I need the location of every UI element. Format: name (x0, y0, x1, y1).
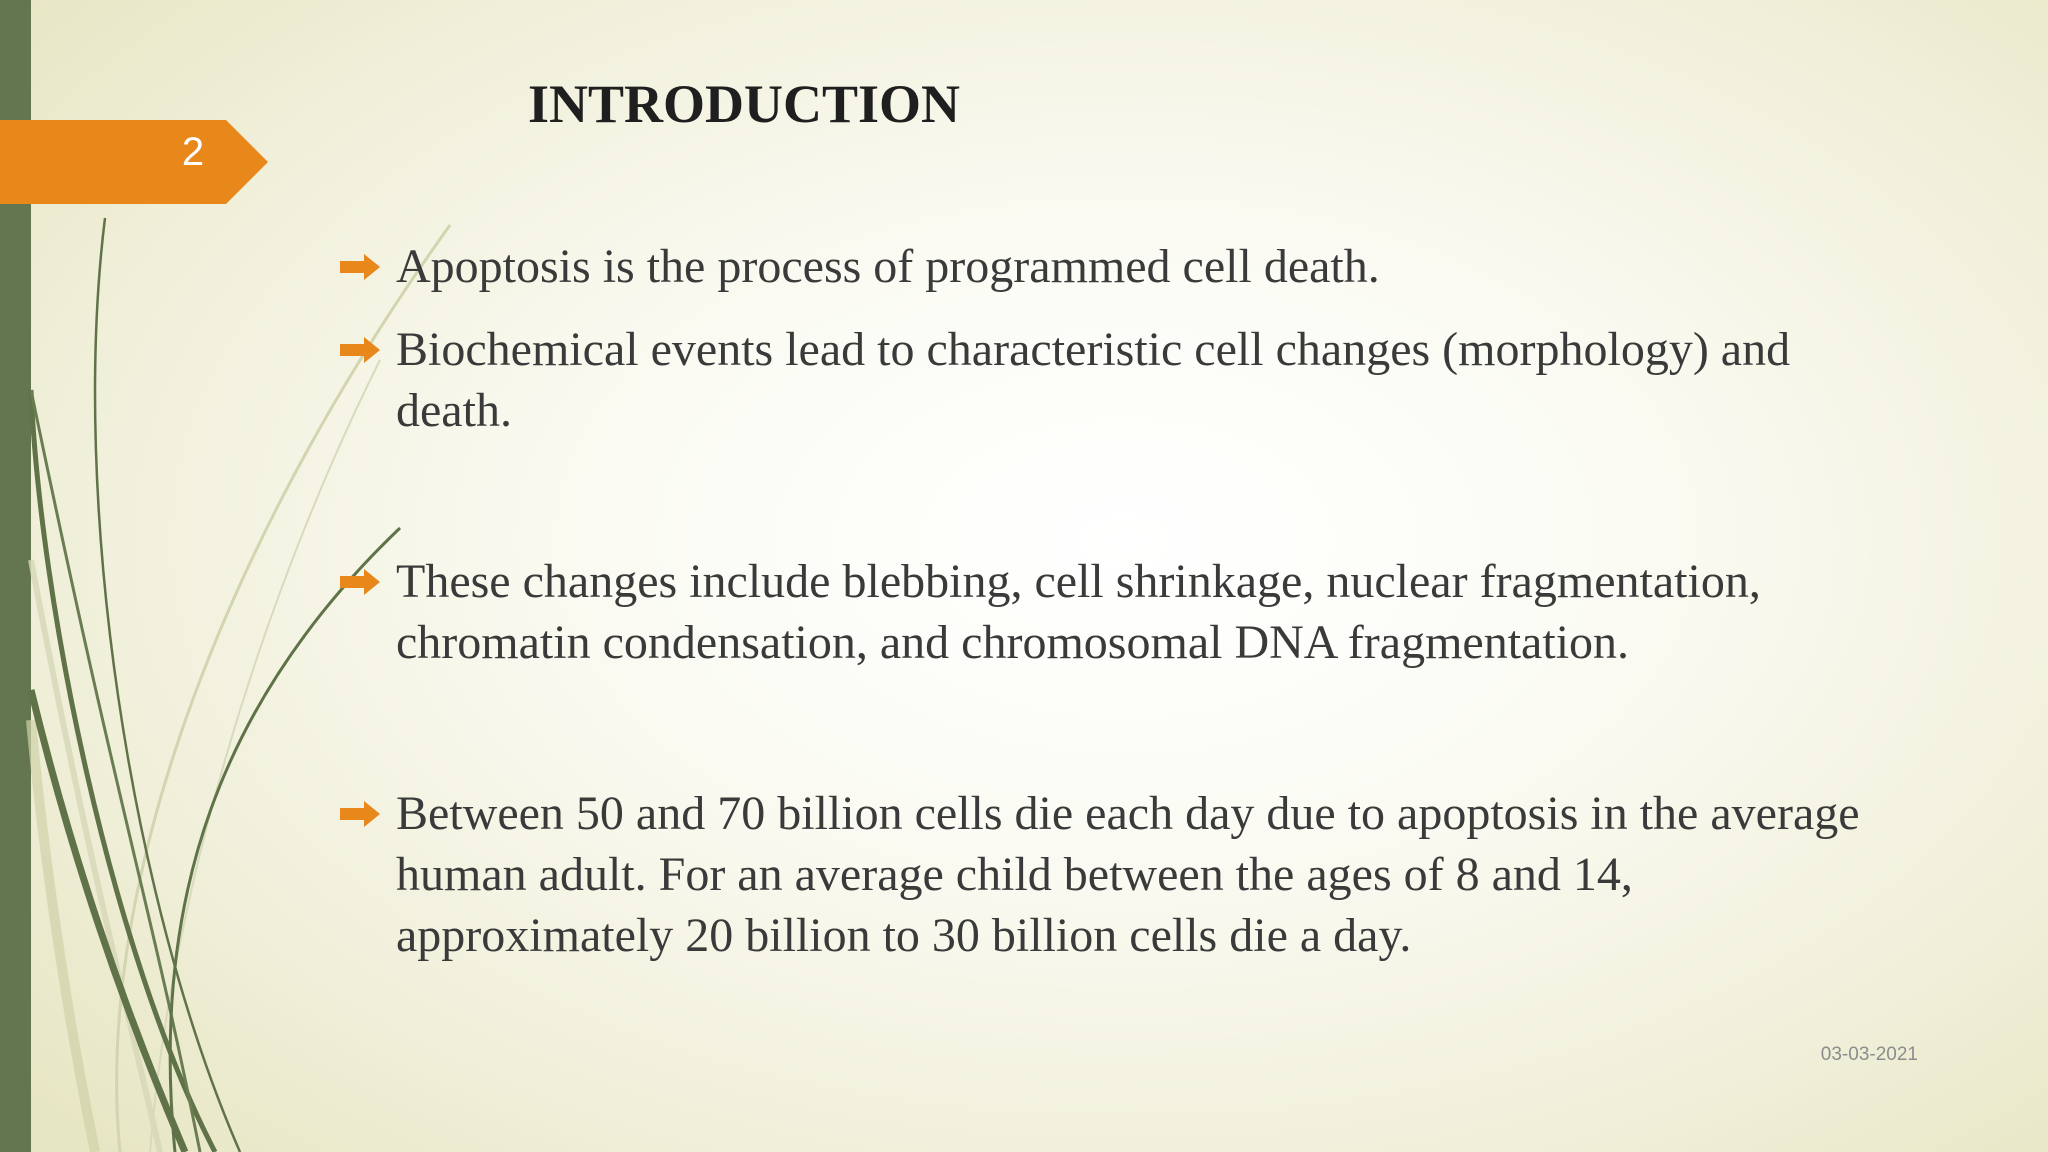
slide-title: INTRODUCTION (528, 74, 961, 134)
slide-number-tab (0, 120, 268, 204)
right-arrow-icon (340, 569, 380, 595)
bullet-text-1: Apoptosis is the process of programmed cell death. (396, 240, 1380, 293)
bullet-text-3: These changes include blebbing, cell shrinkage, nuclear fragmentation, chromatin condensation, and chromosomal DNA fragmentation. (396, 555, 1761, 669)
right-arrow-icon (340, 254, 380, 280)
bullet-item-4 (340, 783, 1880, 966)
bullet-text-2: Biochemical events lead to characteristic cell changes (morphology) and death. (396, 323, 1791, 437)
bullet-text-4: Between 50 and 70 billion cells die each day due to apoptosis in the average human adult. For an average child between the ages of 8 and 14, approximately 20 billion to 30 billion cells die a day. (396, 787, 1860, 962)
bullet-list (340, 236, 1880, 966)
bullet-item-2 (340, 319, 1880, 441)
slide-number: 2 (181, 130, 205, 174)
bullet-item-3 (340, 551, 1880, 673)
right-arrow-icon (340, 801, 380, 827)
bullet-item-1 (340, 236, 1880, 297)
right-arrow-icon (340, 337, 380, 363)
slide-date: 03-03-2021 (1820, 1044, 1918, 1065)
